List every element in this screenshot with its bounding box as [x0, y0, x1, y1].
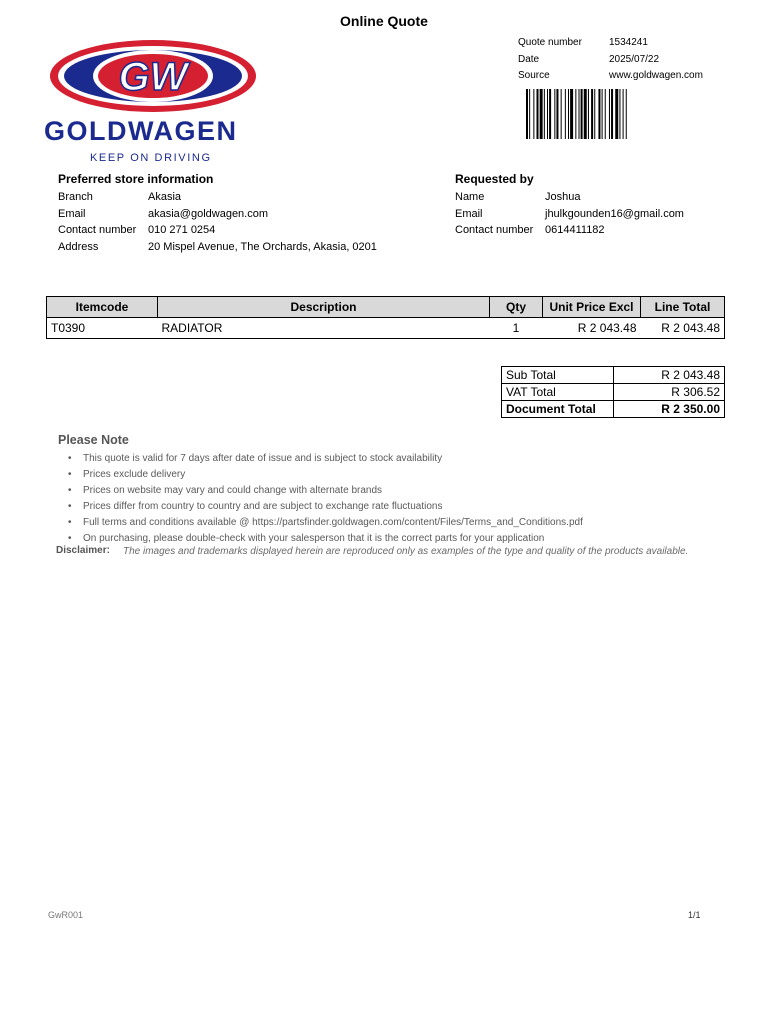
requested-info [455, 189, 684, 239]
page-title: Online Quote [340, 13, 428, 29]
meta-row-quote-number [518, 35, 703, 52]
col-itemcode: Itemcode [47, 297, 158, 318]
cell-itemcode: T0390 [47, 318, 158, 339]
disclaimer-label: Disclaimer: [56, 545, 110, 556]
info-value: jhulkgounden16@gmail.com [545, 207, 684, 220]
info-value: 20 Mispel Avenue, The Orchards, Akasia, 0201 [148, 241, 377, 254]
footer-code: GwR001 [48, 910, 84, 920]
store-info [58, 189, 377, 256]
cell-unit-price: R 2 043.48 [543, 318, 641, 339]
info-label: Address [58, 241, 99, 254]
list-item: • This quote is valid for 7 days after date of issue and is subject to stock availability [68, 451, 583, 467]
col-unit-price: Unit Price Excl [543, 297, 641, 318]
meta-row-source [518, 68, 703, 85]
totals-label: Sub Total [502, 367, 614, 384]
cell-qty: 1 [490, 318, 543, 339]
table-row [47, 318, 725, 339]
barcode [526, 89, 716, 139]
totals-row-vat [502, 384, 725, 401]
store-row-contact [58, 222, 377, 239]
col-description: Description [158, 297, 490, 318]
totals-row-document-total [502, 401, 725, 418]
disclaimer-text: The images and trademarks displayed herein are reproduced only as examples of the type and quality of the products available. [123, 546, 689, 557]
svg-text:GW: GW [118, 55, 188, 99]
cell-description: RADIATOR [158, 318, 490, 339]
meta-value: 1534241 [609, 37, 648, 48]
totals-value: R 306.52 [614, 384, 725, 401]
col-qty: Qty [490, 297, 543, 318]
meta-label: Source [518, 70, 550, 81]
totals-value: R 2 350.00 [614, 401, 725, 418]
store-row-email [58, 206, 377, 223]
requested-row-contact [455, 222, 684, 239]
meta-row-date [518, 52, 703, 69]
list-item: • Prices exclude delivery [68, 467, 583, 483]
cell-line-total: R 2 043.48 [641, 318, 725, 339]
list-item: • Prices differ from country to country and are subject to exchange rate fluctuations [68, 499, 583, 515]
quote-meta [518, 35, 703, 85]
info-label: Name [455, 191, 485, 203]
totals-value: R 2 043.48 [614, 367, 725, 384]
requested-row-email [455, 206, 684, 223]
info-value: akasia@goldwagen.com [148, 207, 269, 220]
list-item: • On purchasing, please double-check with your salesperson that it is the correct parts for your application [68, 531, 583, 547]
requested-heading: Requested by [455, 172, 534, 186]
meta-value: www.goldwagen.com [609, 70, 703, 81]
note-list [68, 451, 583, 547]
meta-label: Quote number [518, 37, 582, 48]
store-row-branch [58, 189, 377, 206]
totals-label: Document Total [502, 401, 614, 418]
info-label: Branch [58, 191, 93, 203]
requested-row-name [455, 189, 684, 206]
items-table [46, 296, 725, 339]
note-title: Please Note [58, 433, 129, 447]
meta-value: 2025/07/22 [609, 53, 660, 65]
info-label: Email [455, 207, 483, 220]
items-header-row [47, 297, 725, 318]
brand-tagline: KEEP ON DRIVING [90, 152, 212, 164]
goldwagen-logo [46, 38, 261, 168]
totals-label: VAT Total [502, 384, 614, 401]
info-value: Akasia [148, 191, 182, 203]
brand-name: GOLDWAGEN [44, 116, 238, 146]
totals-row-subtotal [502, 367, 725, 384]
list-item: • Full terms and conditions available @ https://partsfinder.goldwagen.com/content/Files/Terms_and_Conditions.pdf [68, 515, 583, 531]
list-item: • Prices on website may vary and could change with alternate brands [68, 483, 583, 499]
store-heading: Preferred store information [58, 172, 214, 186]
store-row-address [58, 239, 377, 256]
meta-label: Date [518, 53, 540, 65]
info-value: Joshua [545, 191, 581, 203]
page-number: 1/1 [688, 910, 701, 920]
info-value: 0614411182 [545, 224, 605, 237]
info-label: Contact number [455, 224, 534, 237]
col-line-total: Line Total [641, 297, 725, 318]
info-label: Email [58, 207, 86, 220]
info-label: Contact number [58, 224, 137, 237]
totals-table [501, 366, 725, 418]
info-value: 010 271 0254 [148, 224, 216, 237]
